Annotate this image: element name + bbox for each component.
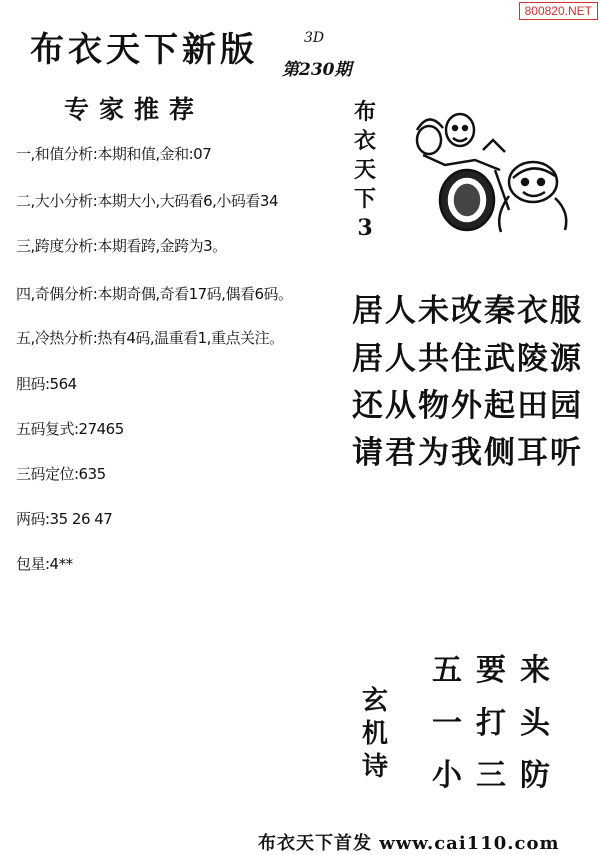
mystic-poem-line: 一打头 bbox=[432, 706, 564, 741]
game-label: 3D bbox=[304, 30, 325, 46]
brand-char: 天 bbox=[353, 157, 376, 183]
mystic-poem-line: 小三防 bbox=[432, 758, 564, 793]
cartoon-illustration bbox=[405, 100, 575, 245]
vertical-brand bbox=[351, 98, 379, 243]
poem-line: 居人共住武陵源 bbox=[352, 341, 583, 377]
mystic-poem-line: 五要来 bbox=[432, 653, 564, 688]
analysis-line: 二,大小分析:本期大小,大码看6,小码看34 bbox=[16, 192, 278, 210]
period-label: 第230期 bbox=[282, 60, 352, 80]
brand-char: 布 bbox=[353, 99, 376, 125]
poem-line: 请君为我侧耳听 bbox=[352, 435, 583, 471]
brand-char: 衣 bbox=[353, 128, 376, 154]
brand-char: 下 bbox=[353, 186, 376, 212]
mystic-label-char: 机 bbox=[361, 719, 388, 749]
site-watermark: 800820.NET bbox=[519, 2, 598, 20]
poem-line: 居人未改秦衣服 bbox=[352, 293, 583, 329]
brand-char: 3 bbox=[357, 215, 373, 241]
expert-subtitle: 专家推荐 bbox=[64, 95, 205, 124]
analysis-line: 两码:35 26 47 bbox=[16, 510, 113, 528]
analysis-line: 胆码:564 bbox=[16, 375, 77, 393]
analysis-line: 三,跨度分析:本期看跨,金跨为3。 bbox=[16, 237, 227, 255]
analysis-line: 五码复式:27465 bbox=[16, 420, 124, 438]
mystic-label-char: 诗 bbox=[361, 752, 388, 782]
analysis-line: 一,和值分析:本期和值,金和:07 bbox=[16, 145, 212, 163]
mystic-poem-label bbox=[358, 685, 392, 784]
mystic-label-char: 玄 bbox=[361, 686, 388, 716]
analysis-line: 三码定位:635 bbox=[16, 465, 106, 483]
analysis-line: 包星:4** bbox=[16, 555, 73, 573]
page-title: 布衣天下新版 bbox=[30, 30, 258, 70]
footer-credit: 布衣天下首发 www.cai110.com bbox=[258, 833, 560, 854]
analysis-line: 五,冷热分析:热有4码,温重看1,重点关注。 bbox=[16, 329, 284, 347]
poem-line: 还从物外起田园 bbox=[352, 388, 583, 424]
analysis-line: 四,奇偶分析:本期奇偶,奇看17码,偶看6码。 bbox=[16, 285, 293, 303]
